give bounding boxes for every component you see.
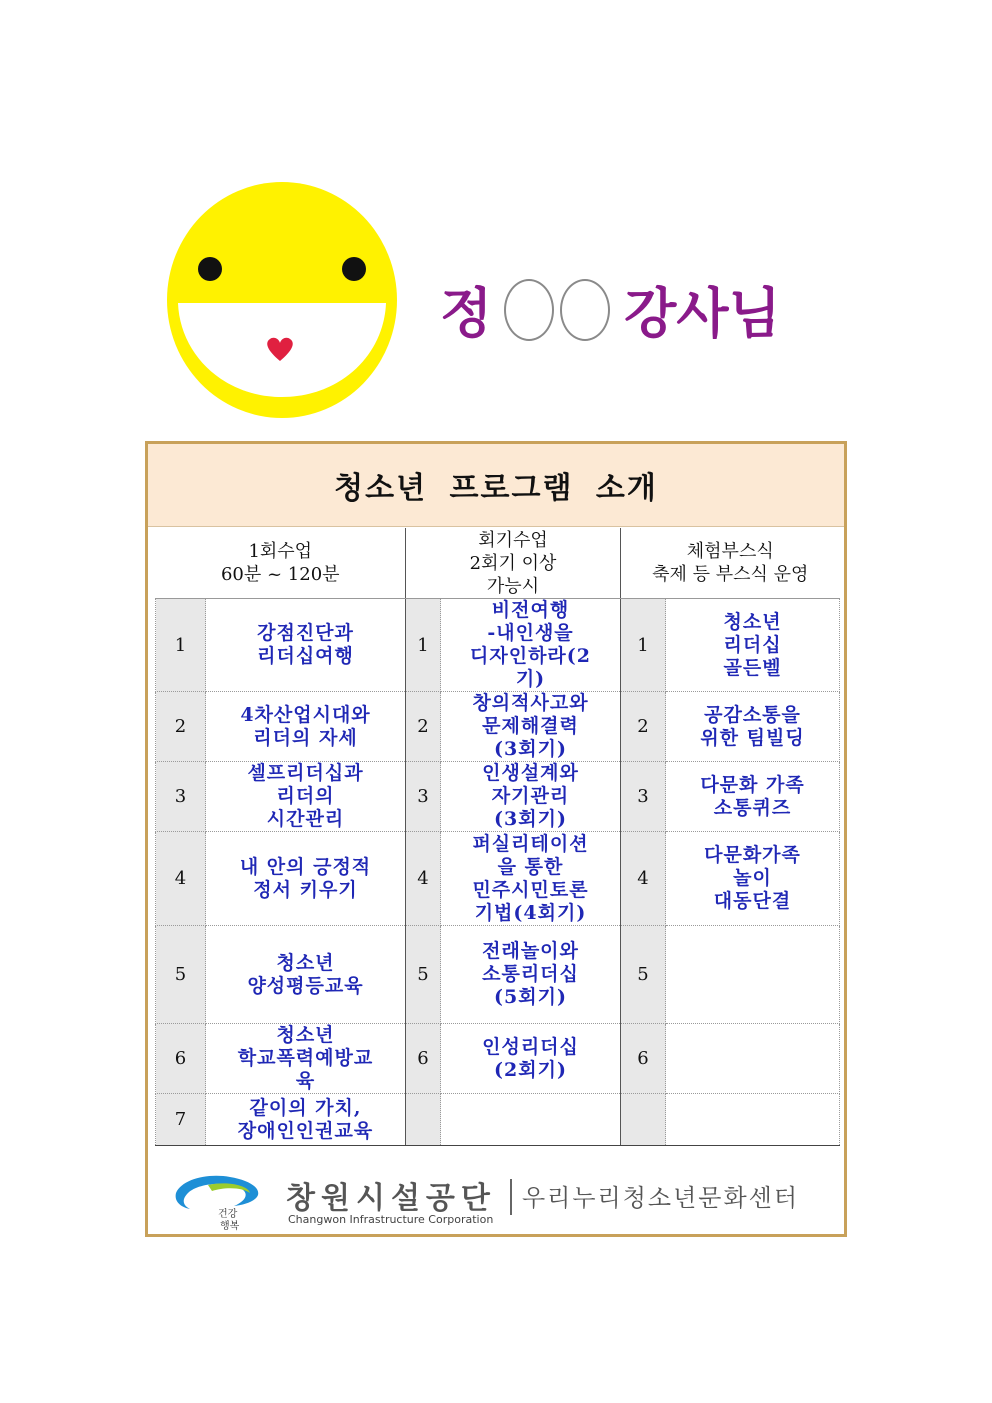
program-cell: 청소년 리더십 골든벨 (666, 599, 840, 692)
header-line: 60분 ~ 120분 (220, 564, 340, 585)
header-line: 2회기 이상 (469, 552, 557, 574)
program-cell: 같이의 가치, 장애인인권교육 (206, 1094, 406, 1146)
program-cell: 청소년 양성평등교육 (206, 926, 406, 1024)
program-cell: 다문화 가족 소통퀴즈 (666, 762, 840, 832)
name-mask (504, 279, 610, 341)
table-header-row (156, 528, 840, 599)
program-cell: 청소년 학교폭력예방교 육 (206, 1024, 406, 1094)
instructor-prefix: 정 (440, 282, 493, 345)
program-cell (441, 1094, 621, 1146)
footer-divider (510, 1179, 512, 1215)
table-row (156, 599, 840, 692)
program-cell: 강점진단과 리더십여행 (206, 599, 406, 692)
program-cell: 4차산업시대와 리더의 자세 (206, 692, 406, 762)
program-frame (145, 441, 847, 1237)
row-number: 2 (406, 692, 441, 762)
program-cell: 창의적사고와 문제해결력 (3회기) (441, 692, 621, 762)
row-number: 5 (621, 926, 666, 1024)
row-number: 6 (406, 1024, 441, 1094)
logo-text-bottom: 행복 (220, 1221, 240, 1231)
smiley-illustration (160, 175, 405, 425)
program-cell: 인성리더십 (2회기) (441, 1024, 621, 1094)
program-cell (666, 1094, 840, 1146)
table-row (156, 1024, 840, 1094)
program-cell: 전래놀이와 소통리더십 (5회기) (441, 926, 621, 1024)
mask-oval-icon (504, 279, 554, 341)
table-row (156, 762, 840, 832)
column-header-series (406, 528, 621, 599)
program-cell: 퍼실리테이션 을 통한 민주시민토론 기법(4회기) (441, 832, 621, 926)
row-number: 6 (621, 1024, 666, 1094)
footer (148, 1159, 844, 1234)
row-number: 2 (621, 692, 666, 762)
row-number: 4 (406, 832, 441, 926)
row-number: 1 (406, 599, 441, 692)
table-row (156, 1094, 840, 1146)
org-english-name: Changwon Infrastructure Corporation (288, 1213, 494, 1226)
program-cell (666, 1024, 840, 1094)
program-cell: 내 안의 긍정적 정서 키우기 (206, 832, 406, 926)
table-row (156, 692, 840, 762)
header-line: 가능시 (486, 575, 540, 597)
row-number: 3 (156, 762, 206, 832)
mask-oval-icon (560, 279, 610, 341)
row-number: 2 (156, 692, 206, 762)
instructor-suffix: 강사님 (624, 282, 781, 345)
program-title: 청소년 프로그램 소개 (334, 471, 658, 506)
row-number: 3 (621, 762, 666, 832)
program-cell: 비전여행 -내인생을 디자인하라(2 기) (441, 599, 621, 692)
program-cell (666, 926, 840, 1024)
row-number: 4 (621, 832, 666, 926)
row-number: 7 (156, 1094, 206, 1146)
table-row (156, 832, 840, 926)
row-number: 6 (156, 1024, 206, 1094)
program-cell: 인생설계와 자기관리 (3회기) (441, 762, 621, 832)
row-number: 5 (156, 926, 206, 1024)
header-line: 축제 등 부스식 운영 (652, 564, 809, 585)
row-number: 1 (621, 599, 666, 692)
logo-text-top: 건강 (218, 1209, 238, 1220)
program-cell: 셀프리더십과 리더의 시간관리 (206, 762, 406, 832)
row-number (621, 1094, 666, 1146)
header-line: 체험부스식 (686, 541, 774, 562)
center-name: 우리누리청소년문화센터 (522, 1184, 800, 1212)
row-number: 1 (156, 599, 206, 692)
program-table (155, 528, 840, 1146)
row-number: 3 (406, 762, 441, 832)
program-cell: 공감소통을 위한 팀빌딩 (666, 692, 840, 762)
row-number: 5 (406, 926, 441, 1024)
changwon-logo-icon (168, 1171, 266, 1231)
column-header-single (156, 528, 406, 599)
header-line: 회기수업 (478, 529, 548, 551)
column-header-booth (621, 528, 840, 599)
left-eye (198, 257, 222, 281)
table-row (156, 926, 840, 1024)
program-cell: 다문화가족 놀이 대동단결 (666, 832, 840, 926)
row-number (406, 1094, 441, 1146)
row-number: 4 (156, 832, 206, 926)
header-line: 1회수업 (248, 541, 313, 562)
instructor-name (440, 272, 781, 347)
program-title-bar (148, 444, 844, 527)
right-eye (342, 257, 366, 281)
org-name: 창원시설공단 (286, 1181, 496, 1216)
